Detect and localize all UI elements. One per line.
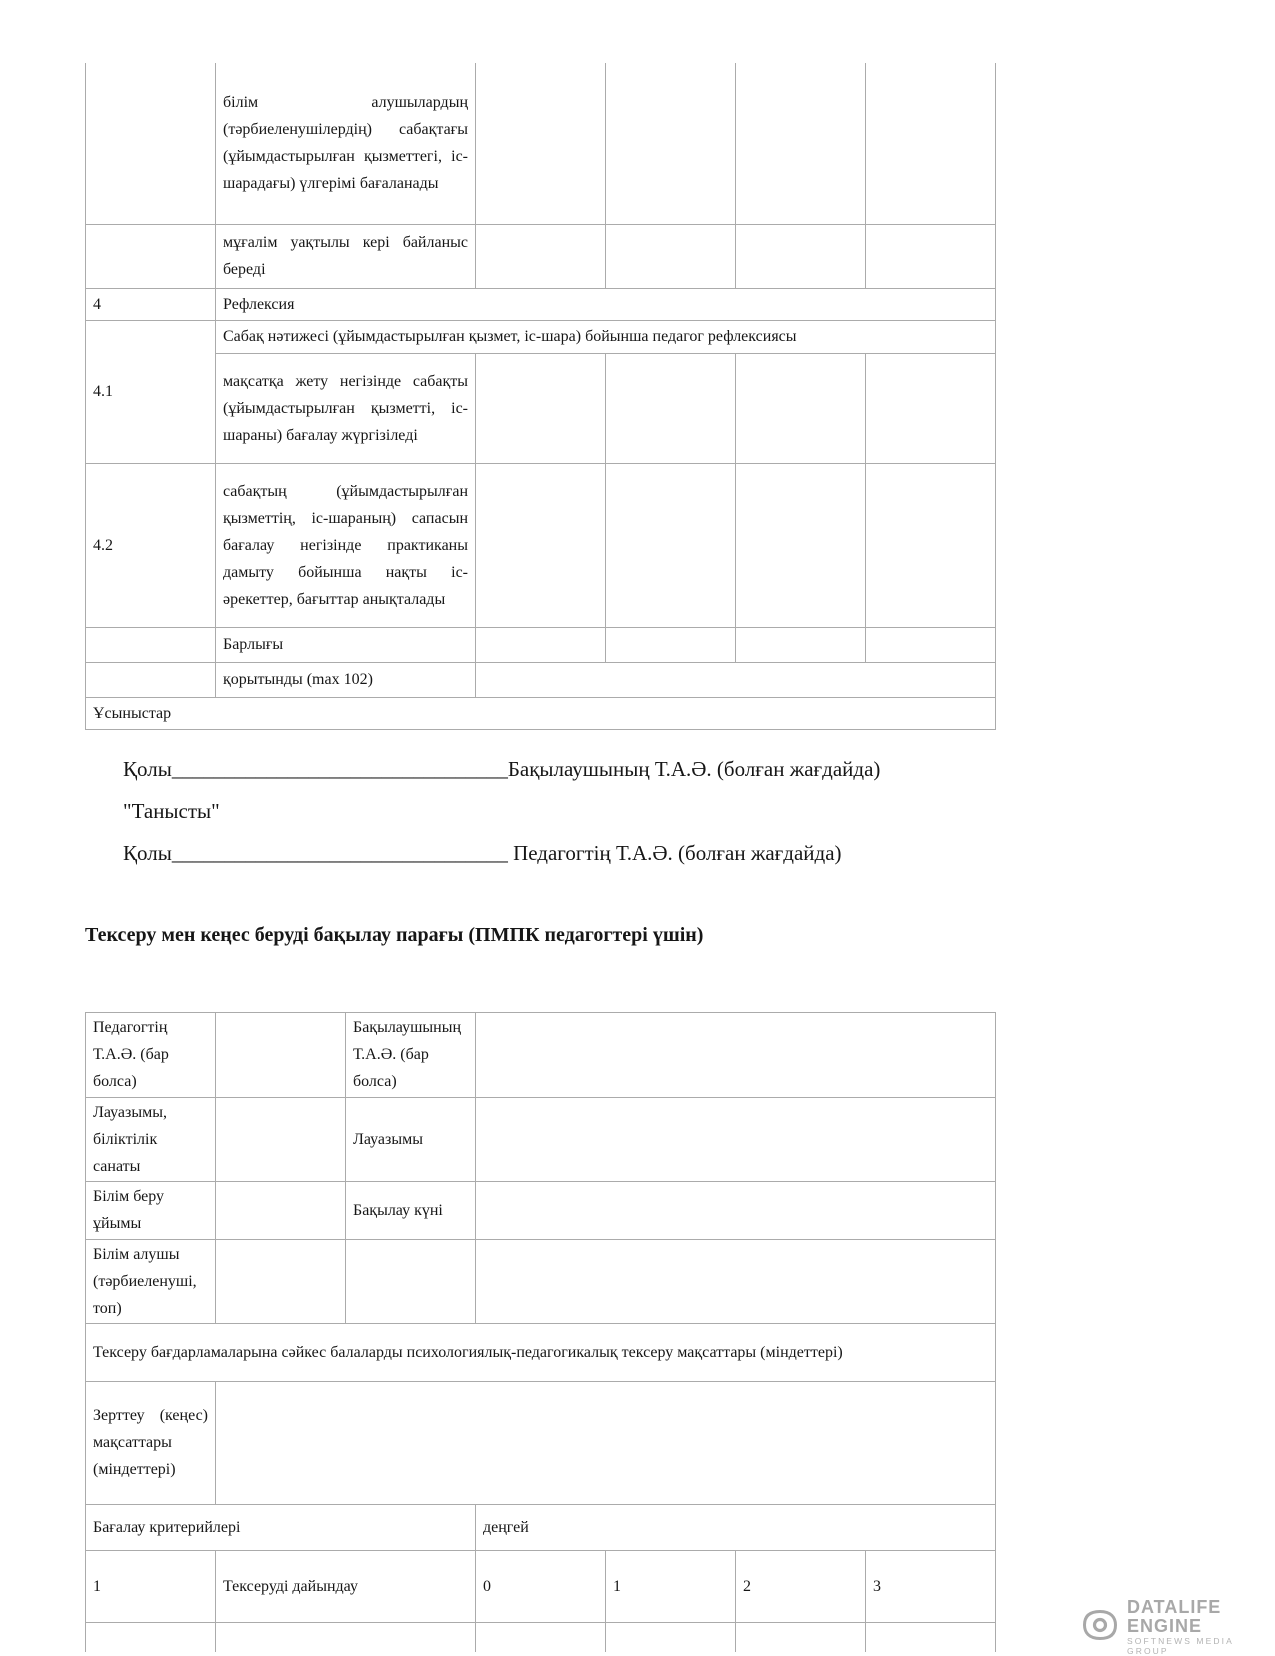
table-row	[86, 1550, 996, 1622]
total-label-cell: Барлығы	[216, 627, 476, 662]
subsection-title-cell: Сабақ нәтижесі (ұйымдастырылған қызмет, іс-шара) бойынша педагог рефлексиясы	[216, 320, 996, 353]
table-row	[86, 1012, 996, 1097]
level-cell: 1	[606, 1550, 736, 1622]
row-number-cell: 1	[86, 1550, 216, 1622]
score-cell	[866, 463, 996, 627]
table-row	[86, 1323, 996, 1381]
lesson-evaluation-table	[85, 63, 996, 730]
field-value-cell	[476, 1097, 996, 1181]
eye-icon	[1082, 1609, 1118, 1646]
score-cell	[736, 224, 866, 288]
field-label-cell: Білім алушы (тәрбиеленуші, топ)	[86, 1239, 216, 1323]
row-number-cell: 4.2	[86, 463, 216, 627]
document-page	[85, 0, 995, 1652]
signature-caption: Педагогтің Т.А.Ә. (болған жағдайда)	[507, 840, 842, 865]
watermark-text	[1127, 1598, 1275, 1656]
table-row	[86, 1181, 996, 1239]
watermark-title: DATALIFE ENGINE	[1127, 1597, 1222, 1636]
table-row	[86, 1239, 996, 1323]
table-row	[86, 63, 996, 224]
signature-label: Қолы	[123, 840, 172, 865]
table-row	[86, 320, 996, 353]
level-header-cell: деңгей	[476, 1504, 996, 1550]
score-cell	[866, 63, 996, 224]
score-cell	[476, 224, 606, 288]
field-label-cell: Лауазымы, біліктілік санаты	[86, 1097, 216, 1181]
table-row	[86, 662, 996, 697]
field-value-cell	[216, 1097, 346, 1181]
field-value-cell	[476, 1181, 996, 1239]
summary-value-cell	[476, 662, 996, 697]
field-value-cell	[216, 1381, 996, 1504]
criterion-cell: мақсатқа жету негізінде сабақты (ұйымдастырылған қызметті, іс-шараны) бағалау жүргізіледі	[216, 353, 476, 463]
row-number-cell	[86, 627, 216, 662]
level-cell	[866, 1622, 996, 1652]
table-row	[86, 1097, 996, 1181]
score-cell	[736, 463, 866, 627]
score-cell	[736, 63, 866, 224]
field-label-cell: Педагогтің Т.А.Ә. (бар болса)	[86, 1012, 216, 1097]
field-label-cell: Бақылау күні	[346, 1181, 476, 1239]
level-cell	[476, 1622, 606, 1652]
field-value-cell	[216, 1239, 346, 1323]
field-value-cell	[346, 1239, 476, 1323]
watermark-subtitle: SOFTNEWS MEDIA GROUP	[1127, 1636, 1234, 1656]
section-heading: Тексеру мен кеңес беруді бақылау парағы (ПМПК педагогтері үшін)	[85, 923, 704, 946]
signature-line-teacher	[123, 832, 995, 874]
score-cell	[476, 353, 606, 463]
score-cell	[606, 463, 736, 627]
table-row	[86, 353, 996, 463]
table-row	[86, 1381, 996, 1504]
signature-blank: ________________________________	[171, 756, 508, 781]
field-value-cell	[216, 1181, 346, 1239]
summary-label-cell: қорытынды (max 102)	[216, 662, 476, 697]
row-number-cell: 4	[86, 288, 216, 320]
score-cell	[736, 627, 866, 662]
score-cell	[606, 627, 736, 662]
score-cell	[866, 627, 996, 662]
criterion-cell: сабақтың (ұйымдастырылған қызметтің, іс-шараның) сапасын бағалау негізінде практиканы дамыту бойынша нақты іс-әрекеттер, бағыттар анықталады	[216, 463, 476, 627]
field-label-cell: Бақылаушының Т.А.Ә. (бар болса)	[346, 1012, 476, 1097]
table-row	[86, 463, 996, 627]
row-number-cell	[86, 224, 216, 288]
recommendations-cell: Ұсыныстар	[86, 697, 996, 729]
field-value-cell	[476, 1012, 996, 1097]
signature-line-observer	[123, 748, 995, 790]
score-cell	[476, 463, 606, 627]
score-cell	[606, 63, 736, 224]
field-label-cell: Лауазымы	[346, 1097, 476, 1181]
datalife-watermark	[1082, 1598, 1275, 1656]
score-cell	[476, 627, 606, 662]
inspection-observation-table	[85, 1012, 996, 1653]
row-number-cell: 4.1	[86, 320, 216, 463]
field-value-cell	[216, 1012, 346, 1097]
table-row	[86, 224, 996, 288]
criteria-header-cell: Бағалау критерийлері	[86, 1504, 476, 1550]
criterion-cell: білім алушылардың (тәрбиеленушілердің) сабақтағы (ұйымдастырылған қызметтегі, іс-шарадағы) үлгерімі бағаланады	[216, 63, 476, 224]
level-cell	[606, 1622, 736, 1652]
table-row	[86, 627, 996, 662]
criterion-cell	[216, 1622, 476, 1652]
table-row	[86, 288, 996, 320]
signature-blank: ________________________________	[171, 840, 508, 865]
acknowledged-label: "Танысты"	[123, 798, 220, 823]
purpose-statement-cell: Тексеру бағдарламаларына сәйкес балаларды психологиялық-педагогикалық тексеру мақсаттары (міндеттері)	[86, 1323, 996, 1381]
table-row	[86, 1622, 996, 1652]
score-cell	[476, 63, 606, 224]
level-cell: 0	[476, 1550, 606, 1622]
level-cell: 3	[866, 1550, 996, 1622]
signature-block	[85, 748, 995, 874]
field-value-cell	[476, 1239, 996, 1323]
score-cell	[606, 224, 736, 288]
section-title-cell: Рефлексия	[216, 288, 996, 320]
criterion-cell: Тексеруді дайындау	[216, 1550, 476, 1622]
score-cell	[606, 353, 736, 463]
score-cell	[736, 353, 866, 463]
field-label-cell: Білім беру ұйымы	[86, 1181, 216, 1239]
row-number-cell	[86, 63, 216, 224]
criterion-cell: мұғалім уақтылы кері байланыс береді	[216, 224, 476, 288]
level-cell	[736, 1622, 866, 1652]
signature-caption: Бақылаушының Т.А.Ә. (болған жағдайда)	[507, 756, 881, 781]
row-number-cell	[86, 1622, 216, 1652]
level-cell: 2	[736, 1550, 866, 1622]
table-row	[86, 697, 996, 729]
signature-label: Қолы	[123, 756, 172, 781]
score-cell	[866, 224, 996, 288]
table-row	[86, 1504, 996, 1550]
field-label-cell: Зерттеу (кеңес) мақсаттары (міндеттері)	[86, 1381, 216, 1504]
row-number-cell	[86, 662, 216, 697]
score-cell	[866, 353, 996, 463]
